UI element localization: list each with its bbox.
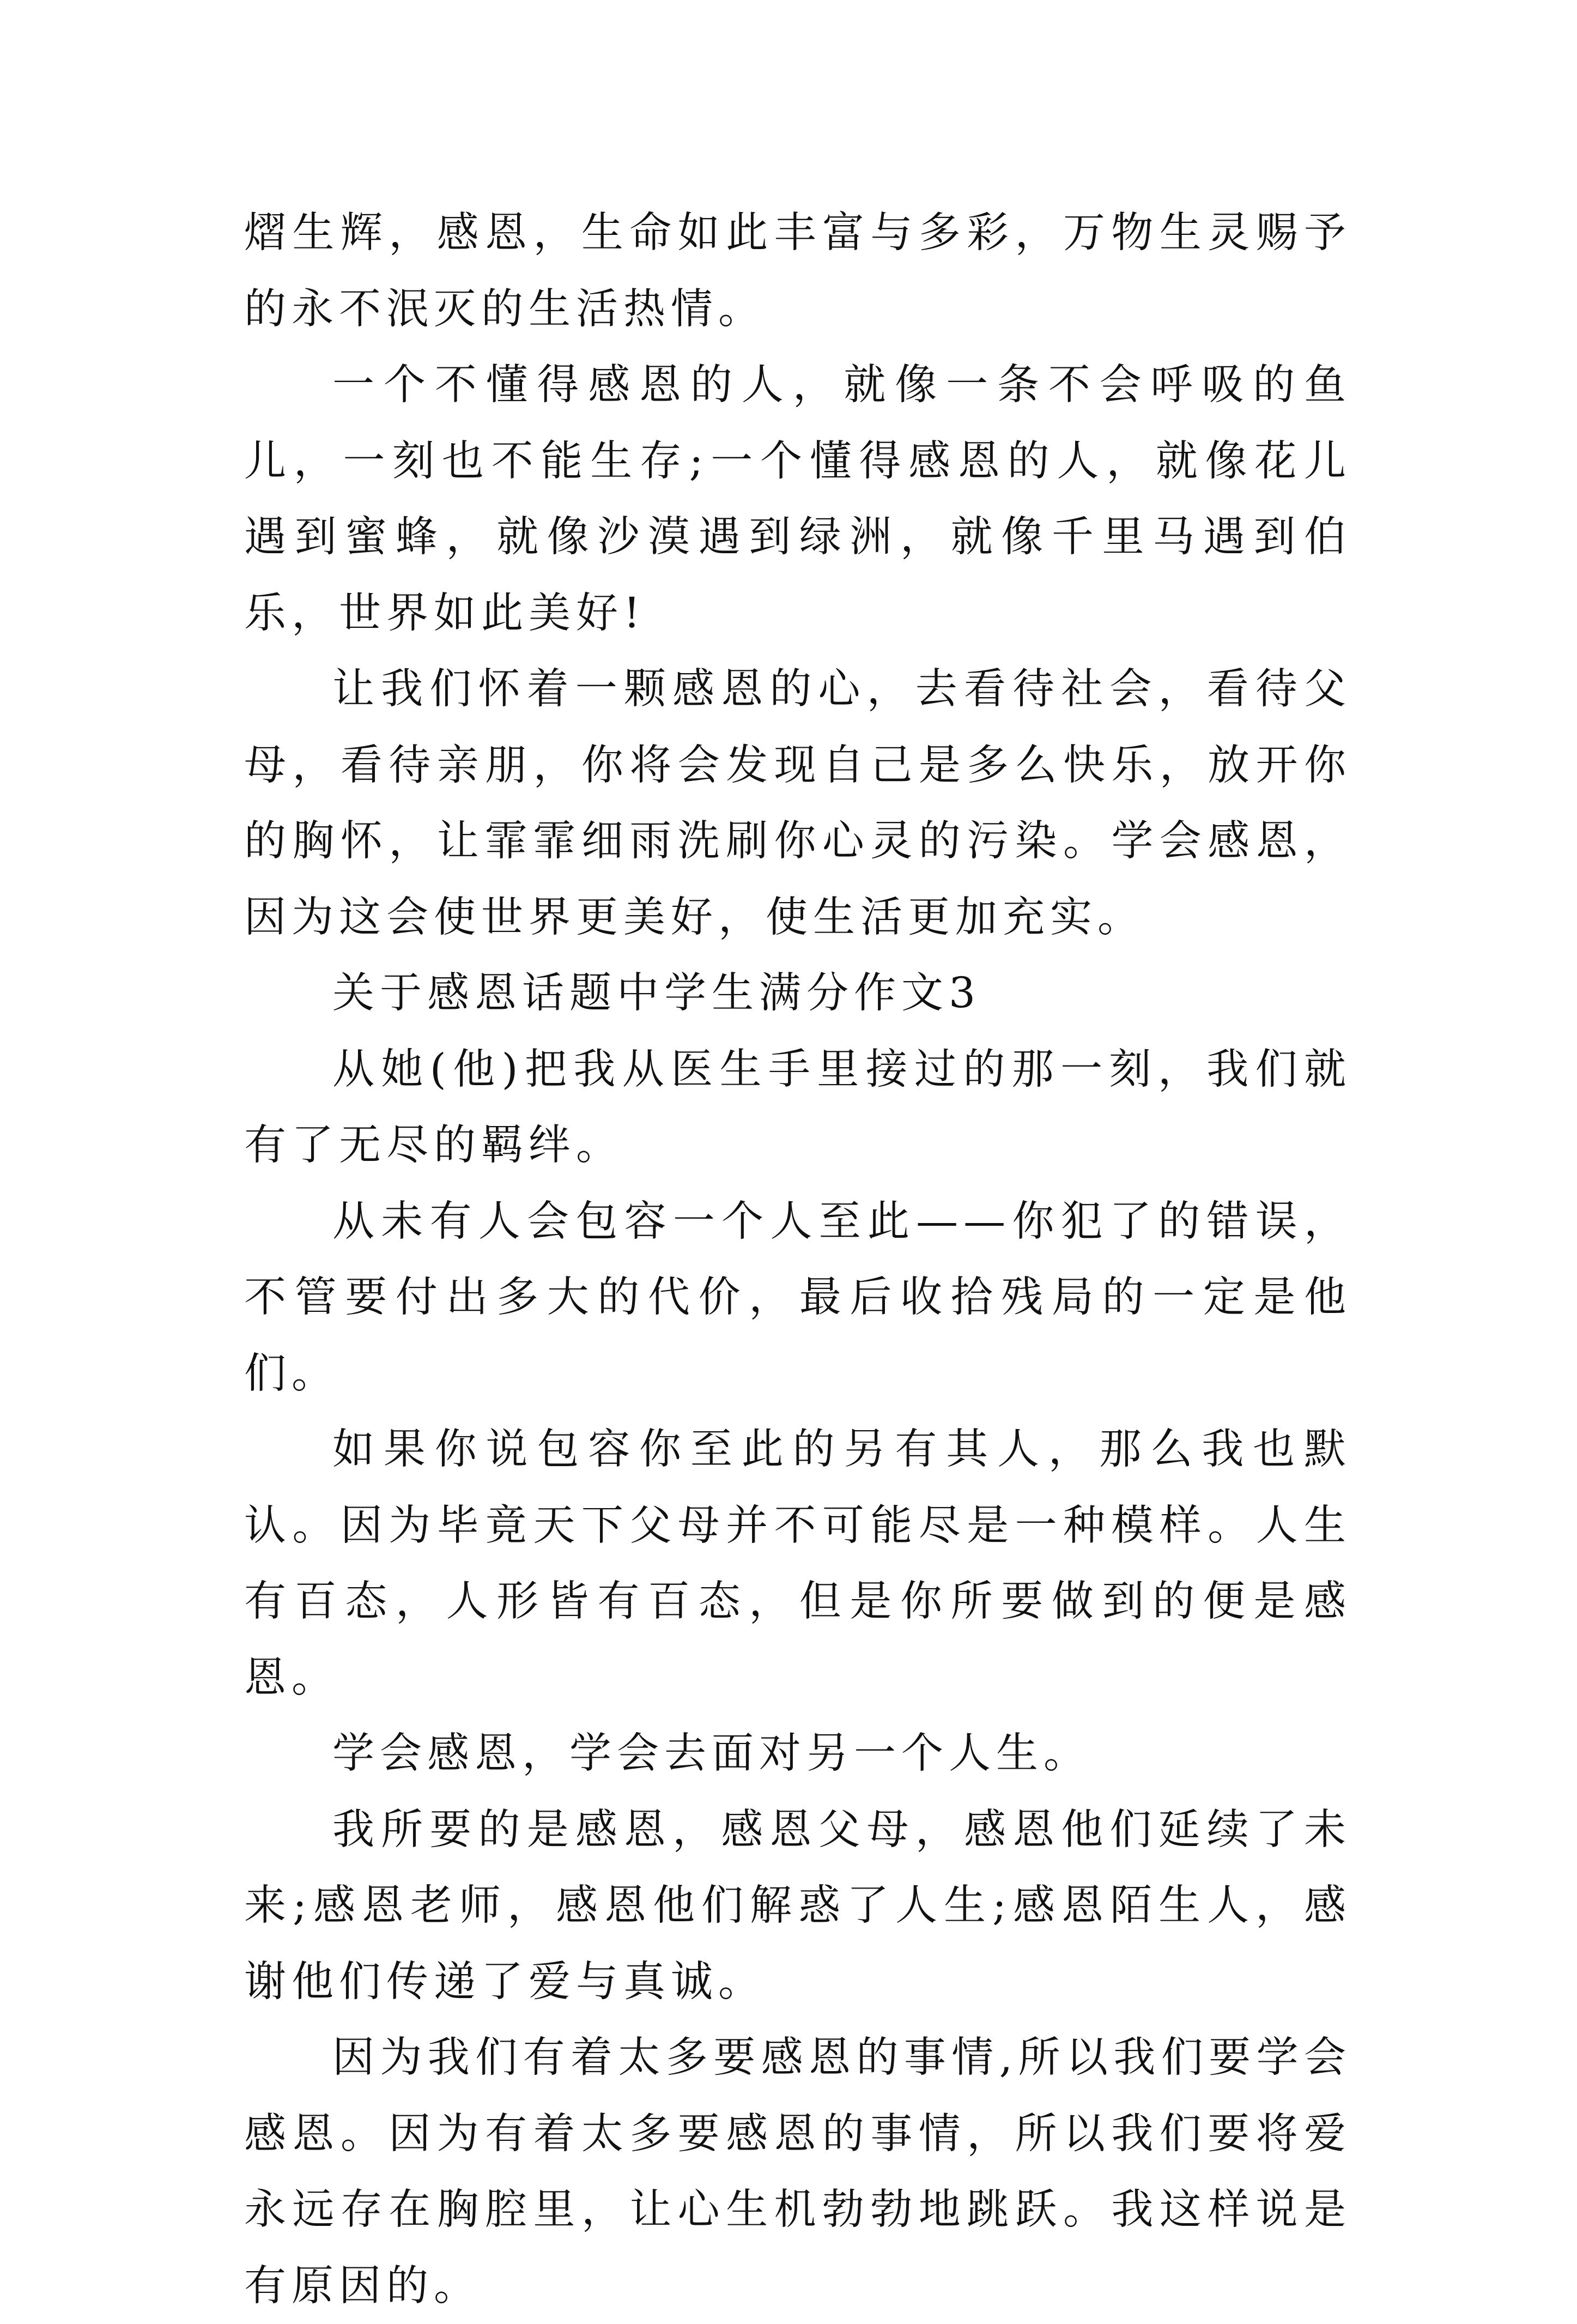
- document-body: [244, 195, 1351, 2324]
- paragraph: 我所要的是感恩，感恩父母，感恩他们延续了未来;感恩老师，感恩他们解惑了人生;感恩陌生人，感谢他们传递了爱与真诚。: [244, 1805, 1351, 2006]
- paragraph: 从她(他)把我从医生手里接过的那一刻，我们就有了无尽的羁绊。: [244, 1045, 1351, 1170]
- paragraph: 从未有人会包容一个人至此——你犯了的错误，不管要付出多大的代价，最后收拾残局的一定是他们。: [244, 1197, 1351, 1398]
- paragraph: 让我们怀着一颗感恩的心，去看待社会，看待父母，看待亲朋，你将会发现自己是多么快乐，放开你的胸怀，让霏霏细雨洗刷你心灵的污染。学会感恩，因为这会使世界更美好，使生活更加充实。: [244, 665, 1351, 942]
- paragraph: 一个不懂得感恩的人，就像一条不会呼吸的鱼儿，一刻也不能生存;一个懂得感恩的人，就像花儿遇到蜜蜂，就像沙漠遇到绿洲，就像千里马遇到伯乐，世界如此美好!: [244, 361, 1351, 638]
- paragraph: 如果你说包容你至此的另有其人，那么我也默认。因为毕竟天下父母并不可能尽是一种模样。人生有百态，人形皆有百态，但是你所要做到的便是感恩。: [244, 1425, 1351, 1702]
- paragraph: 因为我们有着太多要感恩的事情,所以我们要学会感恩。因为有着太多要感恩的事情，所以我们要将爱永远存在胸腔里，让心生机勃勃地跳跃。我这样说是有原因的。: [244, 2034, 1351, 2310]
- section-heading: 关于感恩话题中学生满分作文3: [332, 969, 981, 1018]
- paragraph: 学会感恩，学会去面对另一个人生。: [332, 1729, 1091, 1778]
- paragraph: 熠生辉，感恩，生命如此丰富与多彩，万物生灵赐予的永不泯灭的生活热情。: [244, 209, 1351, 334]
